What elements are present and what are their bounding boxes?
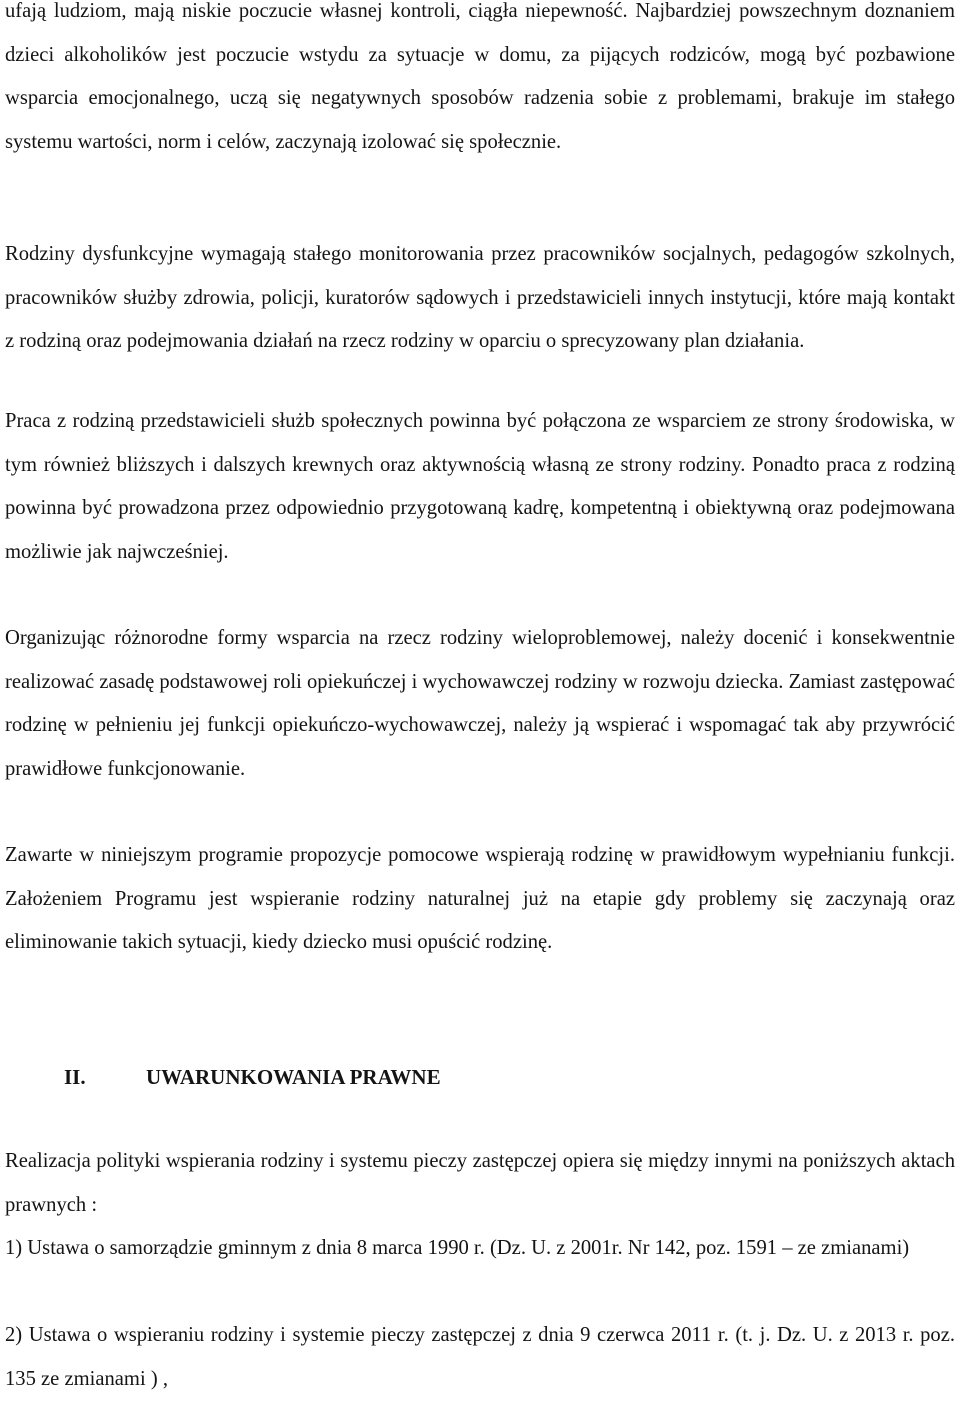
paragraph-dysfunctional-families: Rodziny dysfunkcyjne wymagają stałego monitorowania przez pracowników socjalnych, pedagogów szkolnych, pracowników służby zdrowia, policji, kuratorów sądowych i przedstawicieli innych instytucji, które mają kontakt z rodziną oraz podejmowania działań na rzecz rodziny w oparciu o sprecyzowany plan działania. xyxy=(5,243,955,353)
section-title: UWARUNKOWANIA PRAWNE xyxy=(146,1065,441,1089)
paragraph-social-services-work: Praca z rodziną przedstawicieli służb społecznych powinna być połączona ze wsparciem ze strony środowiska, w tym również bliższych i dalszych krewnych oraz aktywnością własną ze strony rodziny. Ponadto praca z rodziną powinna być prowadzona przez odpowiednio przygotowaną kadrę, kompetentną i obiektywną oraz podejmowana możliwie jak najwcześniej. xyxy=(5,410,955,563)
section-number: II. xyxy=(64,1065,86,1089)
paragraph-alcoholics-children: ufają ludziom, mają niskie poczucie własnej kontroli, ciągła niepewność. Najbardziej powszechnym doznaniem dzieci alkoholików jest poczucie wstydu za sytuacje w domu, za pijących rodziców, mogą być pozbawione wsparcia emocjonalnego, uczą się negatywnych sposobów radzenia sobie z problemami, brakuje im stałego systemu wartości, norm i celów, zaczynają izolować się społecznie. xyxy=(5,0,955,153)
paragraph-program-proposals: Zawarte w niniejszym programie propozycje pomocowe wspierają rodzinę w prawidłowym wypełnianiu funkcji. Założeniem Programu jest wspieranie rodziny naturalnej już na etapie gdy problemy się zaczynają oraz eliminowanie takich sytuacji, kiedy dziecko musi opuścić rodzinę. xyxy=(5,844,955,954)
paragraph-legal-intro: Realizacja polityki wspierania rodziny i systemu pieczy zastępczej opiera się między innymi na poniższych aktach prawnych : xyxy=(5,1150,955,1216)
legal-act-item: 2) Ustawa o wspieraniu rodziny i systemie pieczy zastępczej z dnia 9 czerwca 2011 r. (t. j. Dz. U. z 2013 r. poz. 135 ze zmianami ) , xyxy=(5,1324,955,1390)
section-heading xyxy=(64,1059,441,1095)
legal-act-item: 1) Ustawa o samorządzie gminnym z dnia 8 marca 1990 r. (Dz. U. z 2001r. Nr 142, poz. 1591 – ze zmianami) xyxy=(5,1237,910,1259)
paragraph-forms-of-support: Organizując różnorodne formy wsparcia na rzecz rodziny wieloproblemowej, należy docenić i konsekwentnie realizować zasadę podstawowej roli opiekuńczej i wychowawczej rodziny w rozwoju dziecka. Zamiast zastępować rodzinę w pełnieniu jej funkcji opiekuńczo-wychowawczej, należy ją wspierać i wspomagać tak aby przywrócić prawidłowe funkcjonowanie. xyxy=(5,627,955,780)
